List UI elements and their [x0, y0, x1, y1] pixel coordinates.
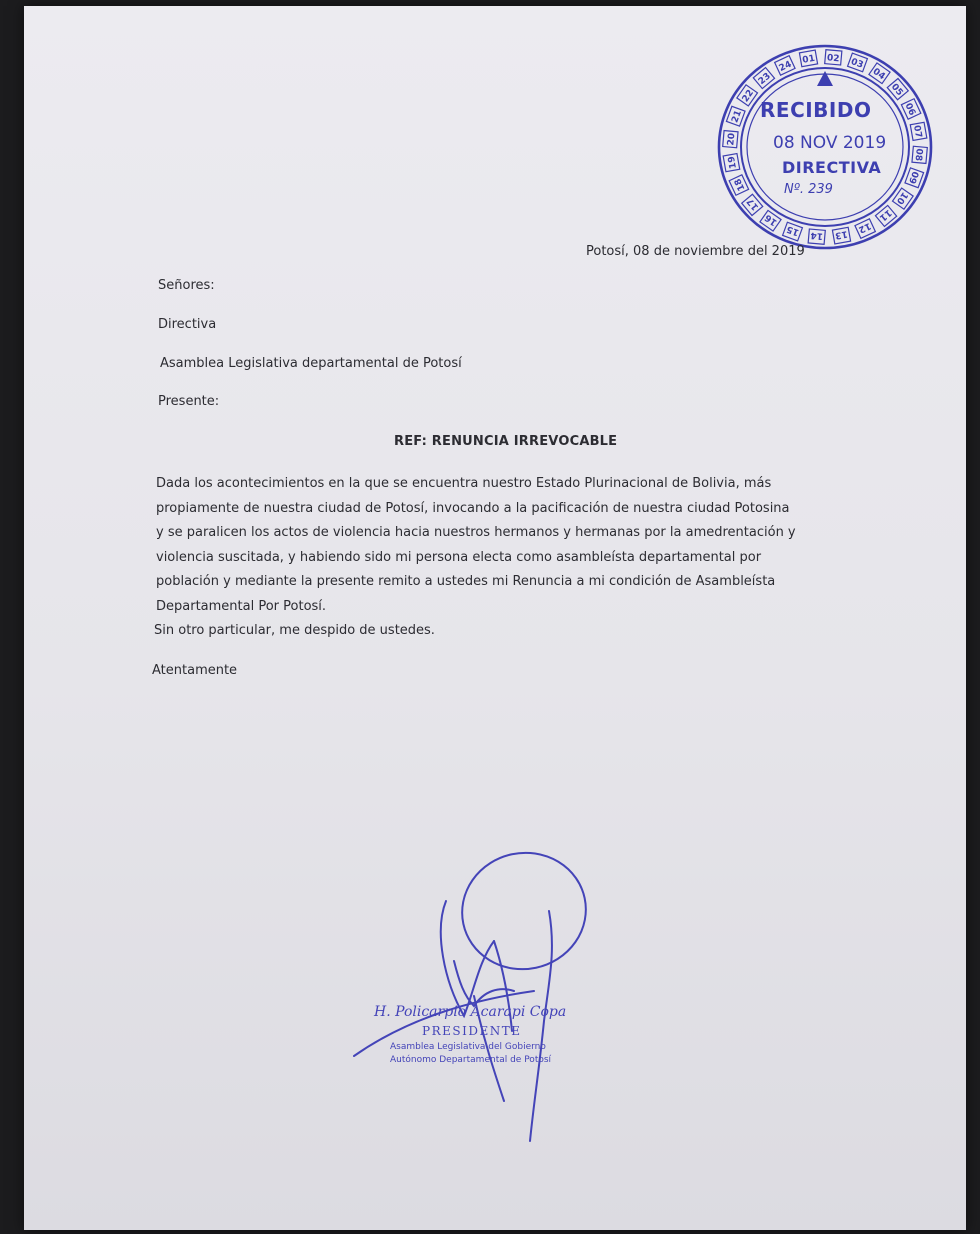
stamp-ring-number: 10: [893, 189, 910, 206]
body-line: población y mediante la presente remito a ustedes mi Renuncia a mi condición de Asambleísta: [156, 574, 776, 589]
salutation: Señores:: [158, 278, 215, 293]
stamp-office: DIRECTIVA: [782, 158, 882, 177]
stamp-title: RECIBIDO: [760, 98, 872, 122]
stamp-date: 08 NOV 2019: [773, 133, 887, 153]
stamp-ring-number: 18: [733, 176, 748, 193]
stamp-ring-number: 05: [888, 82, 905, 99]
handwritten-signature: [334, 841, 634, 1151]
closing-line: Sin otro particular, me despido de ustedes.: [154, 623, 435, 638]
stamp-ring-number: 09: [906, 169, 920, 185]
stamp-ring-number: 01: [801, 53, 816, 66]
stamp-ring-number: 11: [877, 206, 894, 223]
stamp-ring-number: 04: [870, 66, 887, 83]
stamp-ring-number: 23: [756, 71, 773, 88]
body-line: Dada los acontecimientos en la que se encuentra nuestro Estado Plurinacional de Bolivia, más: [156, 476, 772, 491]
sign-off: Atentamente: [152, 663, 238, 678]
letter-date: Potosí, 08 de noviembre del 2019: [586, 244, 805, 259]
stamp-ring-number: 07: [911, 124, 924, 139]
stamp-ring-number: 16: [763, 211, 780, 228]
stamp-ring-number: 24: [777, 59, 794, 74]
seal-line-2: Autónomo Departamental de Potosí: [390, 1055, 552, 1065]
stamp-ring-number: 02: [826, 53, 840, 65]
body-line: violencia suscitada, y habiendo sido mi persona electa como asambleísta departamental por: [156, 549, 762, 565]
stamp-arrow-icon: [817, 71, 833, 86]
stamp-ring-number: 17: [745, 195, 762, 212]
stamp-ring-number: 21: [730, 109, 744, 125]
stamp-ring-number: 20: [726, 132, 738, 146]
stamp-ring-number: 08: [912, 148, 924, 162]
recipient-directiva: Directiva: [158, 317, 217, 332]
stamp-ring-number: 14: [810, 229, 824, 241]
stamp-number: Nº. 239: [784, 182, 833, 197]
stamp-ring-number: 03: [849, 56, 865, 71]
body-line: y se paralicen los actos de violencia hacia nuestros hermanos y hermanas por la amedrentación y: [156, 525, 796, 540]
signatory-name: H. Policarpio Acarapi Copa: [374, 1004, 567, 1020]
body-line: Departamental Por Potosí.: [156, 598, 327, 614]
document-page: [24, 6, 966, 1230]
recipient-assembly: Asamblea Legislativa departamental de Potosí: [160, 356, 462, 371]
stamp-ring-number: 12: [856, 220, 873, 235]
signatory-title: PRESIDENTE: [422, 1024, 522, 1038]
reference-line: REF: RENUNCIA IRREVOCABLE: [394, 434, 618, 449]
stamp-ring-number: 22: [740, 88, 757, 105]
stamp-ring-number: 13: [834, 228, 849, 241]
letter-body: [156, 472, 832, 619]
stamp-ring-number: 19: [726, 155, 739, 170]
stamp-ring-number: 15: [785, 223, 801, 238]
presente-label: Presente:: [158, 394, 220, 409]
seal-line-1: Asamblea Legislativa del Gobierno: [390, 1042, 546, 1052]
stamp-ring-number: 06: [902, 101, 917, 118]
body-line: propiamente de nuestra ciudad de Potosí, invocando a la pacificación de nuestra ciudad Potosina: [156, 500, 790, 516]
